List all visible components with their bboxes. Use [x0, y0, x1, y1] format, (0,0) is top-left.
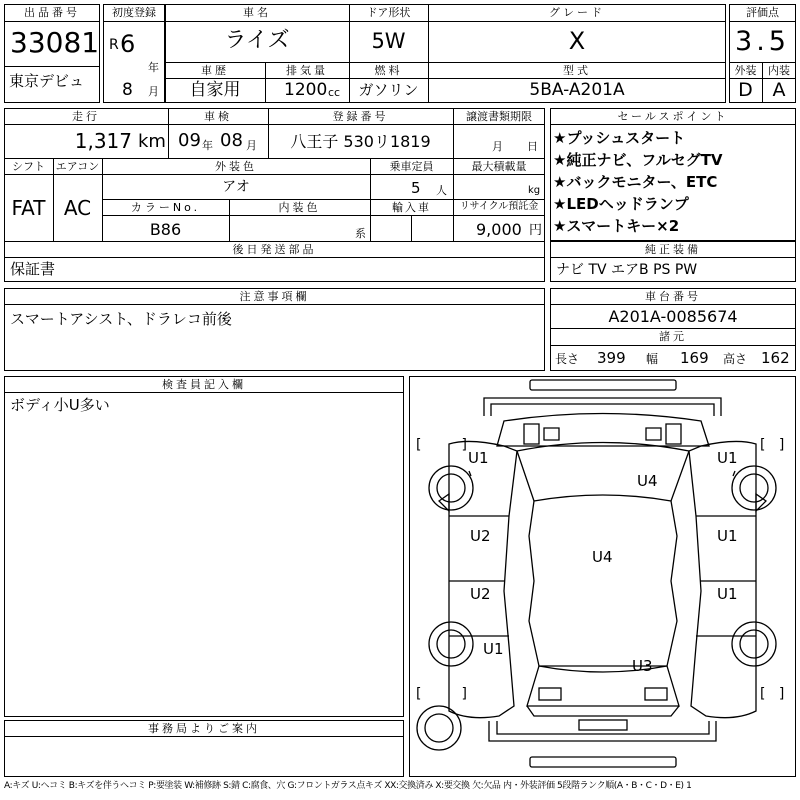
length: 399: [597, 349, 626, 367]
inspection-year-unit: 年: [202, 139, 213, 152]
displacement-unit: cc: [328, 86, 341, 99]
sales-point: ★スマートキー×2: [553, 217, 680, 235]
color-no-label: カラーNo.: [130, 201, 201, 214]
height: 162: [761, 349, 790, 367]
later-parts-label: 後日発送部品: [232, 243, 317, 256]
history: 自家用: [189, 80, 241, 100]
color-no: B86: [149, 220, 182, 239]
history-label: 車歴: [201, 64, 229, 77]
inspection-year: 09: [178, 130, 201, 151]
inspection-month: 08: [220, 130, 243, 151]
color-label: 外装色: [215, 160, 257, 173]
reg-year: 6: [120, 30, 136, 58]
door-type: 5W: [371, 29, 406, 53]
length-label: 長さ: [555, 352, 580, 366]
recycle-label: リサイクル預託金: [459, 201, 539, 212]
notes: スマートアシスト、ドラレコ前後: [10, 310, 232, 328]
interior-grade: A: [772, 79, 786, 101]
reg-month-unit: 月: [148, 85, 159, 98]
damage-mark: U2: [470, 527, 491, 545]
notes-label: 注意事項欄: [239, 290, 310, 303]
brackets-left-top: [ ]: [416, 437, 467, 453]
model: 5BA-A201A: [529, 80, 625, 100]
damage-mark: U4: [637, 472, 658, 490]
door-label: ドア形状: [366, 6, 411, 19]
ac: AC: [63, 196, 92, 220]
mileage-label: 走行: [72, 110, 100, 123]
car-name-label: 車名: [243, 6, 271, 19]
sales-point: ★LEDヘッドランプ: [553, 195, 689, 213]
capacity-label: 乗車定員: [389, 160, 434, 173]
ac-label: エアコン: [55, 160, 100, 173]
transfer-label: 譲渡書類期限: [466, 110, 532, 123]
mileage-unit: km: [138, 131, 166, 152]
transfer-day: 日: [527, 140, 538, 153]
brackets-right-top: [ ]: [760, 437, 785, 453]
legend: A:キズ U:ヘコミ B:キズを伴うヘコミ P:要塗装 W:補修跡 S:錆 C:腐食、穴 G:フロントガラス点キズ XX:交換済み X:要交換 欠:欠品 内・外装評価 5段階ランク順(A・B・C・D・E) 1: [4, 781, 692, 791]
width-label: 幅: [646, 352, 659, 366]
era-mark: R: [109, 37, 119, 53]
capacity-unit: 人: [436, 184, 447, 197]
interior-label: 内装: [768, 64, 790, 77]
damage-mark: U1: [717, 527, 738, 545]
exterior-label: 外装: [734, 64, 757, 77]
mileage: 1,317: [74, 129, 132, 153]
import-label: 輸入車: [392, 201, 431, 214]
car-diagram: [409, 376, 796, 777]
sales-point: ★純正ナビ、フルセグTV: [553, 151, 723, 169]
damage-mark: U2: [470, 585, 491, 603]
displacement-label: 排気量: [286, 64, 328, 77]
grade: X: [568, 27, 586, 55]
reg-year-unit: 年: [148, 61, 159, 74]
sales-point: ★バックモニター、ETC: [553, 173, 718, 191]
genuine-equipment-label: 純正装備: [645, 243, 701, 256]
inspector-block: [4, 376, 404, 717]
brackets-left-bottom: [ ]: [416, 686, 467, 702]
inspection-label: 車検: [204, 110, 232, 123]
reg-month: 8: [122, 80, 133, 100]
plate-number: 八王子 530リ1819: [290, 132, 431, 151]
car-name: ライズ: [224, 28, 290, 53]
sales-points-label: セールスポイント: [617, 110, 729, 123]
brackets-right-bottom: [ ]: [760, 686, 785, 702]
lot-number: 33081: [10, 26, 100, 59]
score: 3.5: [735, 26, 790, 57]
height-label: 高さ: [723, 352, 748, 366]
later-parts: 保証書: [10, 260, 56, 278]
grade-label: グレード: [549, 6, 605, 19]
load-label: 最大積載量: [471, 160, 527, 173]
capacity: 5: [411, 179, 421, 197]
score-label: 評価点: [746, 6, 779, 19]
transfer-month: 月: [492, 140, 503, 153]
displacement: 1200: [284, 80, 328, 100]
chassis-label: 車台番号: [645, 290, 701, 303]
first-reg-label: 初度登録: [112, 6, 156, 19]
color: アオ: [222, 179, 250, 195]
debut-label: 東京デビュ: [9, 72, 85, 90]
sales-point: ★プッシュスタート: [553, 129, 686, 147]
damage-mark: U1: [483, 640, 504, 658]
damage-mark: U1: [468, 449, 489, 467]
lot-label: 出品番号: [24, 6, 80, 19]
inspection-month-unit: 月: [246, 139, 257, 152]
office-label: 事務局よりご案内: [148, 722, 260, 735]
damage-mark: U1: [717, 449, 738, 467]
fuel: ガソリン: [358, 81, 419, 99]
recycle-unit: 円: [529, 223, 543, 238]
damage-mark: U3: [632, 657, 653, 675]
recycle-fee: 9,000: [476, 220, 522, 239]
shift-label: シフト: [12, 160, 45, 173]
exterior-grade: D: [738, 79, 753, 101]
shift: FAT: [11, 196, 46, 220]
load-unit: kg: [528, 185, 541, 196]
specs-label: 諸元: [659, 330, 687, 343]
fuel-label: 燃料: [374, 64, 403, 77]
damage-mark: U4: [592, 548, 613, 566]
model-label: 型式: [563, 64, 591, 77]
width: 169: [680, 349, 709, 367]
damage-mark: U1: [717, 585, 738, 603]
chassis-number: A201A-0085674: [608, 307, 738, 326]
inspector-notes: ボディ小U多い: [10, 396, 110, 414]
genuine-equipment: ナビ TV エアB PS PW: [556, 262, 698, 278]
plate-label: 登録番号: [332, 110, 389, 123]
interior-color-label: 内装色: [278, 201, 321, 214]
inspector-label: 検査員記入欄: [162, 378, 246, 391]
interior-color-unit: 系: [355, 227, 366, 240]
